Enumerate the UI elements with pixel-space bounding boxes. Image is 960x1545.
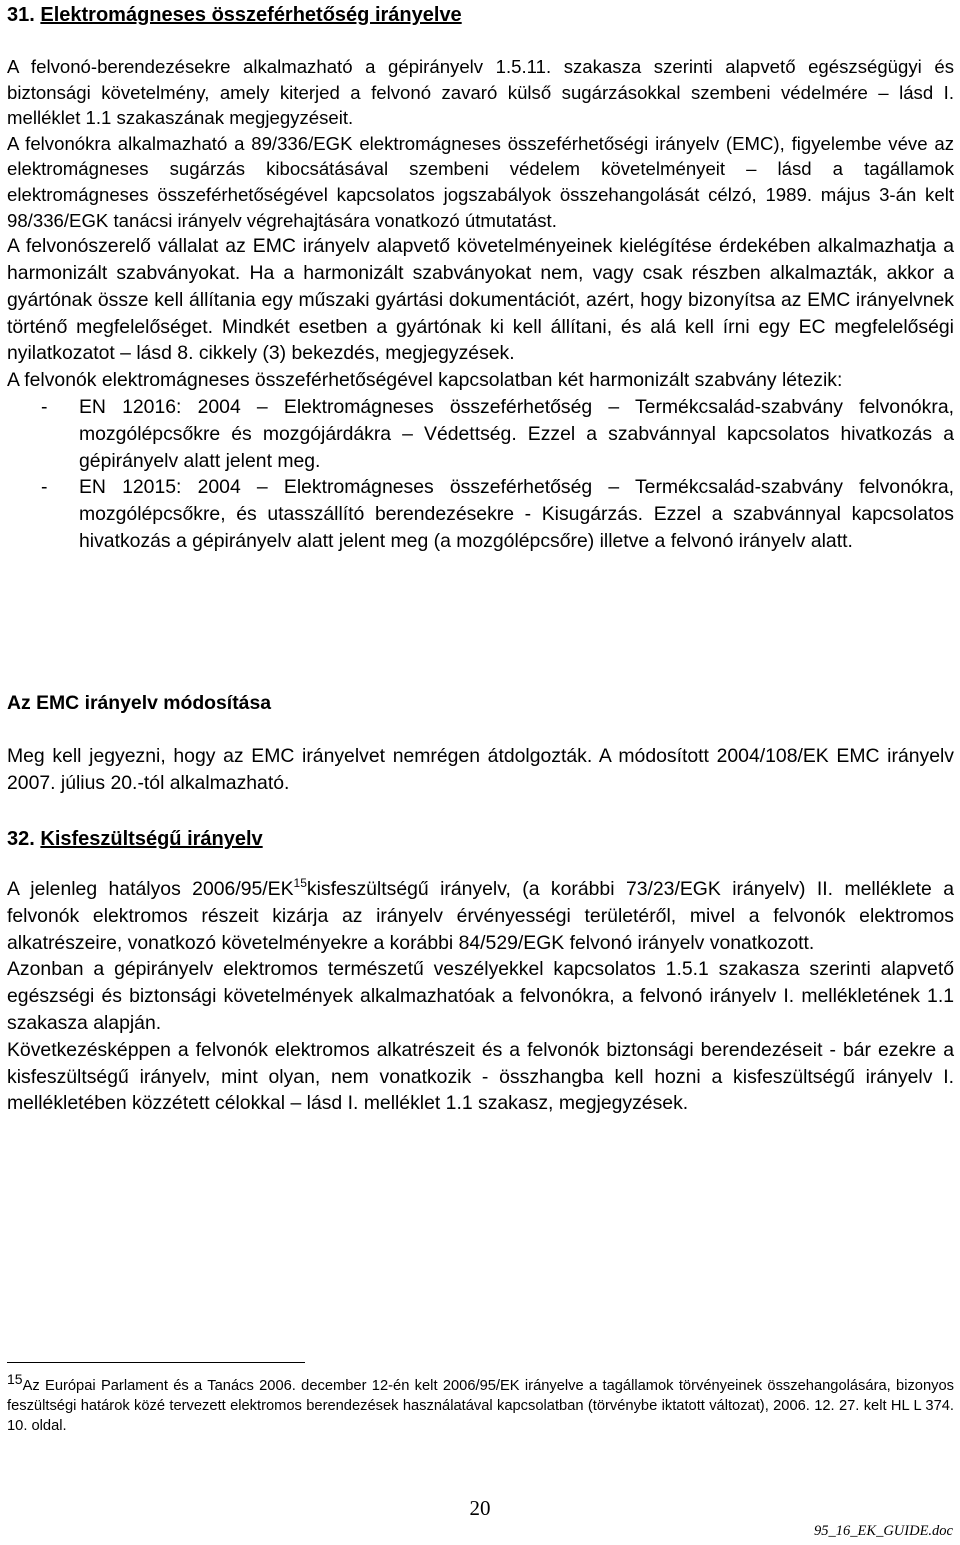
section-32-number: 32. xyxy=(7,828,35,850)
paragraph: Meg kell jegyezni, hogy az EMC irányelvet nemrégen átdolgozták. A módosított 2004/108/EK EMC irányelv 2007. július 20.-tól alkalmazható. xyxy=(7,744,954,794)
paragraph-text: kisfeszültségű irányelv, (a korábbi 73/23/EGK irányelv) II. melléklete a felvonók elektromos részeit kizárja az irányelv érvényességi területéről, mivel a felvonók elektromos alkatrészeire, vonatkozó követelményekre a korábbi 84/529/EGK felvonó irányelv vonatkozott. xyxy=(7,878,954,954)
section-32-title: Kisfeszültségű irányelv xyxy=(40,828,263,850)
paragraph: A felvonószerelő vállalat az EMC irányelv alapvető követelményeinek kielégítése érdekében alkalmazhatja a harmonizált szabványokat. Ha a harmonizált szabványokat nem, vagy csak részben alkalmazták, akkor a gyártónak össze kell állítania egy műszaki gyártási dokumentációt, azért, hogy bizonyítsa az EMC irányelvnek történő megfelelőséget. Mindkét esetben a gyártónak ki kell állítani, és alá kell írni egy EC megfelelőségi nyilatkozatot – lásd 8. cikkely (3) bekezdés, megjegyzések. xyxy=(7,235,954,365)
standards-list xyxy=(7,394,954,555)
paragraph-text: A jelenleg hatályos 2006/95/EK xyxy=(7,878,294,900)
footnote-marker: 15 xyxy=(7,1371,23,1387)
list-dash: - xyxy=(41,395,48,418)
paragraph: A felvonók elektromágneses összeférhetőségével kapcsolatban két harmonizált szabvány létezik: xyxy=(7,369,843,392)
section-31-heading xyxy=(7,2,462,28)
footnote-text: Az Európai Parlament és a Tanács 2006. december 12-én kelt 2006/95/EK irányelve a tagállamok törvényeinek összehangolására, bizonyos feszültségi határok közé tervezett elektromos berendezések használatával kapcsolatban (törvénybe iktatott változat), 2006. 12. 27. kelt HL L 374. 10. oldal. xyxy=(7,1378,954,1434)
list-item-text: EN 12016: 2004 – Elektromágneses összeférhetőség – Termékcsalád-szabvány felvonókra, mozgólépcsőkre és mozgójárdákra – Védettség. Ezzel a szabvánnyal kapcsolatos hivatkozás a gépirányelv alatt jelent meg. xyxy=(79,395,954,472)
paragraph: Következésképpen a felvonók elektromos alkatrészeit és a felvonók biztonsági berendezéseit - bár ezekre a kisfeszültségű irányelv, mint olyan, nem vonatkozik - összhangba kell hozni a kisfeszültségű irányelv I. mellékletében közzétett célokkal – lásd I. melléklet 1.1 szakasz, megjegyzések. xyxy=(7,1038,954,1115)
section-31-title: Elektromágneses összeférhetőség irányelve xyxy=(40,4,462,26)
section-32-heading xyxy=(7,826,263,852)
paragraph: A felvonókra alkalmazható a 89/336/EGK elektromágneses összeférhetőségi irányelv (EMC), figyelembe véve az elektromágneses sugárzás kibocsátásával szembeni védelem követelményeit – lásd a tagállamok elektromágneses összeférhetőségével kapcsolatos jogszabályok összehangolását célzó, 1989. május 3-án kelt 98/336/EGK tanácsi irányelv végrehajtására vonatkozó útmutatást. xyxy=(7,132,954,231)
list-item xyxy=(7,474,954,554)
footnote-reference: 15 xyxy=(293,876,307,890)
section-32-body xyxy=(7,876,954,1117)
emc-modification-heading: Az EMC irányelv módosítása xyxy=(7,692,272,714)
paragraph: A felvonó-berendezésekre alkalmazható a gépirányelv 1.5.11. szakasza szerinti alapvető egészségügyi és biztonsági követelmény, amely kiterjed a felvonó zavaró külső sugárzásokkal szembeni védelmére – lásd I. melléklet 1.1 szakaszának megjegyzéseit. xyxy=(7,56,954,129)
section-31-body xyxy=(7,54,954,555)
emc-modification xyxy=(7,690,954,796)
footnote xyxy=(7,1371,954,1436)
paragraph xyxy=(7,876,954,956)
list-item-text: EN 12015: 2004 – Elektromágneses összeférhetőség – Termékcsalád-szabvány felvonókra, mozgólépcsőkre, és utasszállító berendezésekre - Kisugárzás. Ezzel a szabvánnyal kapcsolatos hivatkozás a gépirányelv alatt jelent meg (a mozgólépcsőre) illetve a felvonó irányelv alatt. xyxy=(79,476,954,552)
footnote-separator xyxy=(7,1362,305,1363)
section-31-number: 31. xyxy=(7,4,35,26)
list-item xyxy=(7,394,954,474)
page-number: 20 xyxy=(469,1496,491,1520)
document-filename: 95_16_EK_GUIDE.doc xyxy=(814,1523,953,1539)
paragraph: Azonban a gépirányelv elektromos természetű veszélyekkel kapcsolatos 1.5.1 szakasza szerinti alapvető egészségi és biztonsági követelmények alkalmazhatóak a felvonókra, a felvonó irányelv I. mellékletének 1.1 szakasza alapján. xyxy=(7,958,954,1034)
list-dash: - xyxy=(41,476,48,499)
